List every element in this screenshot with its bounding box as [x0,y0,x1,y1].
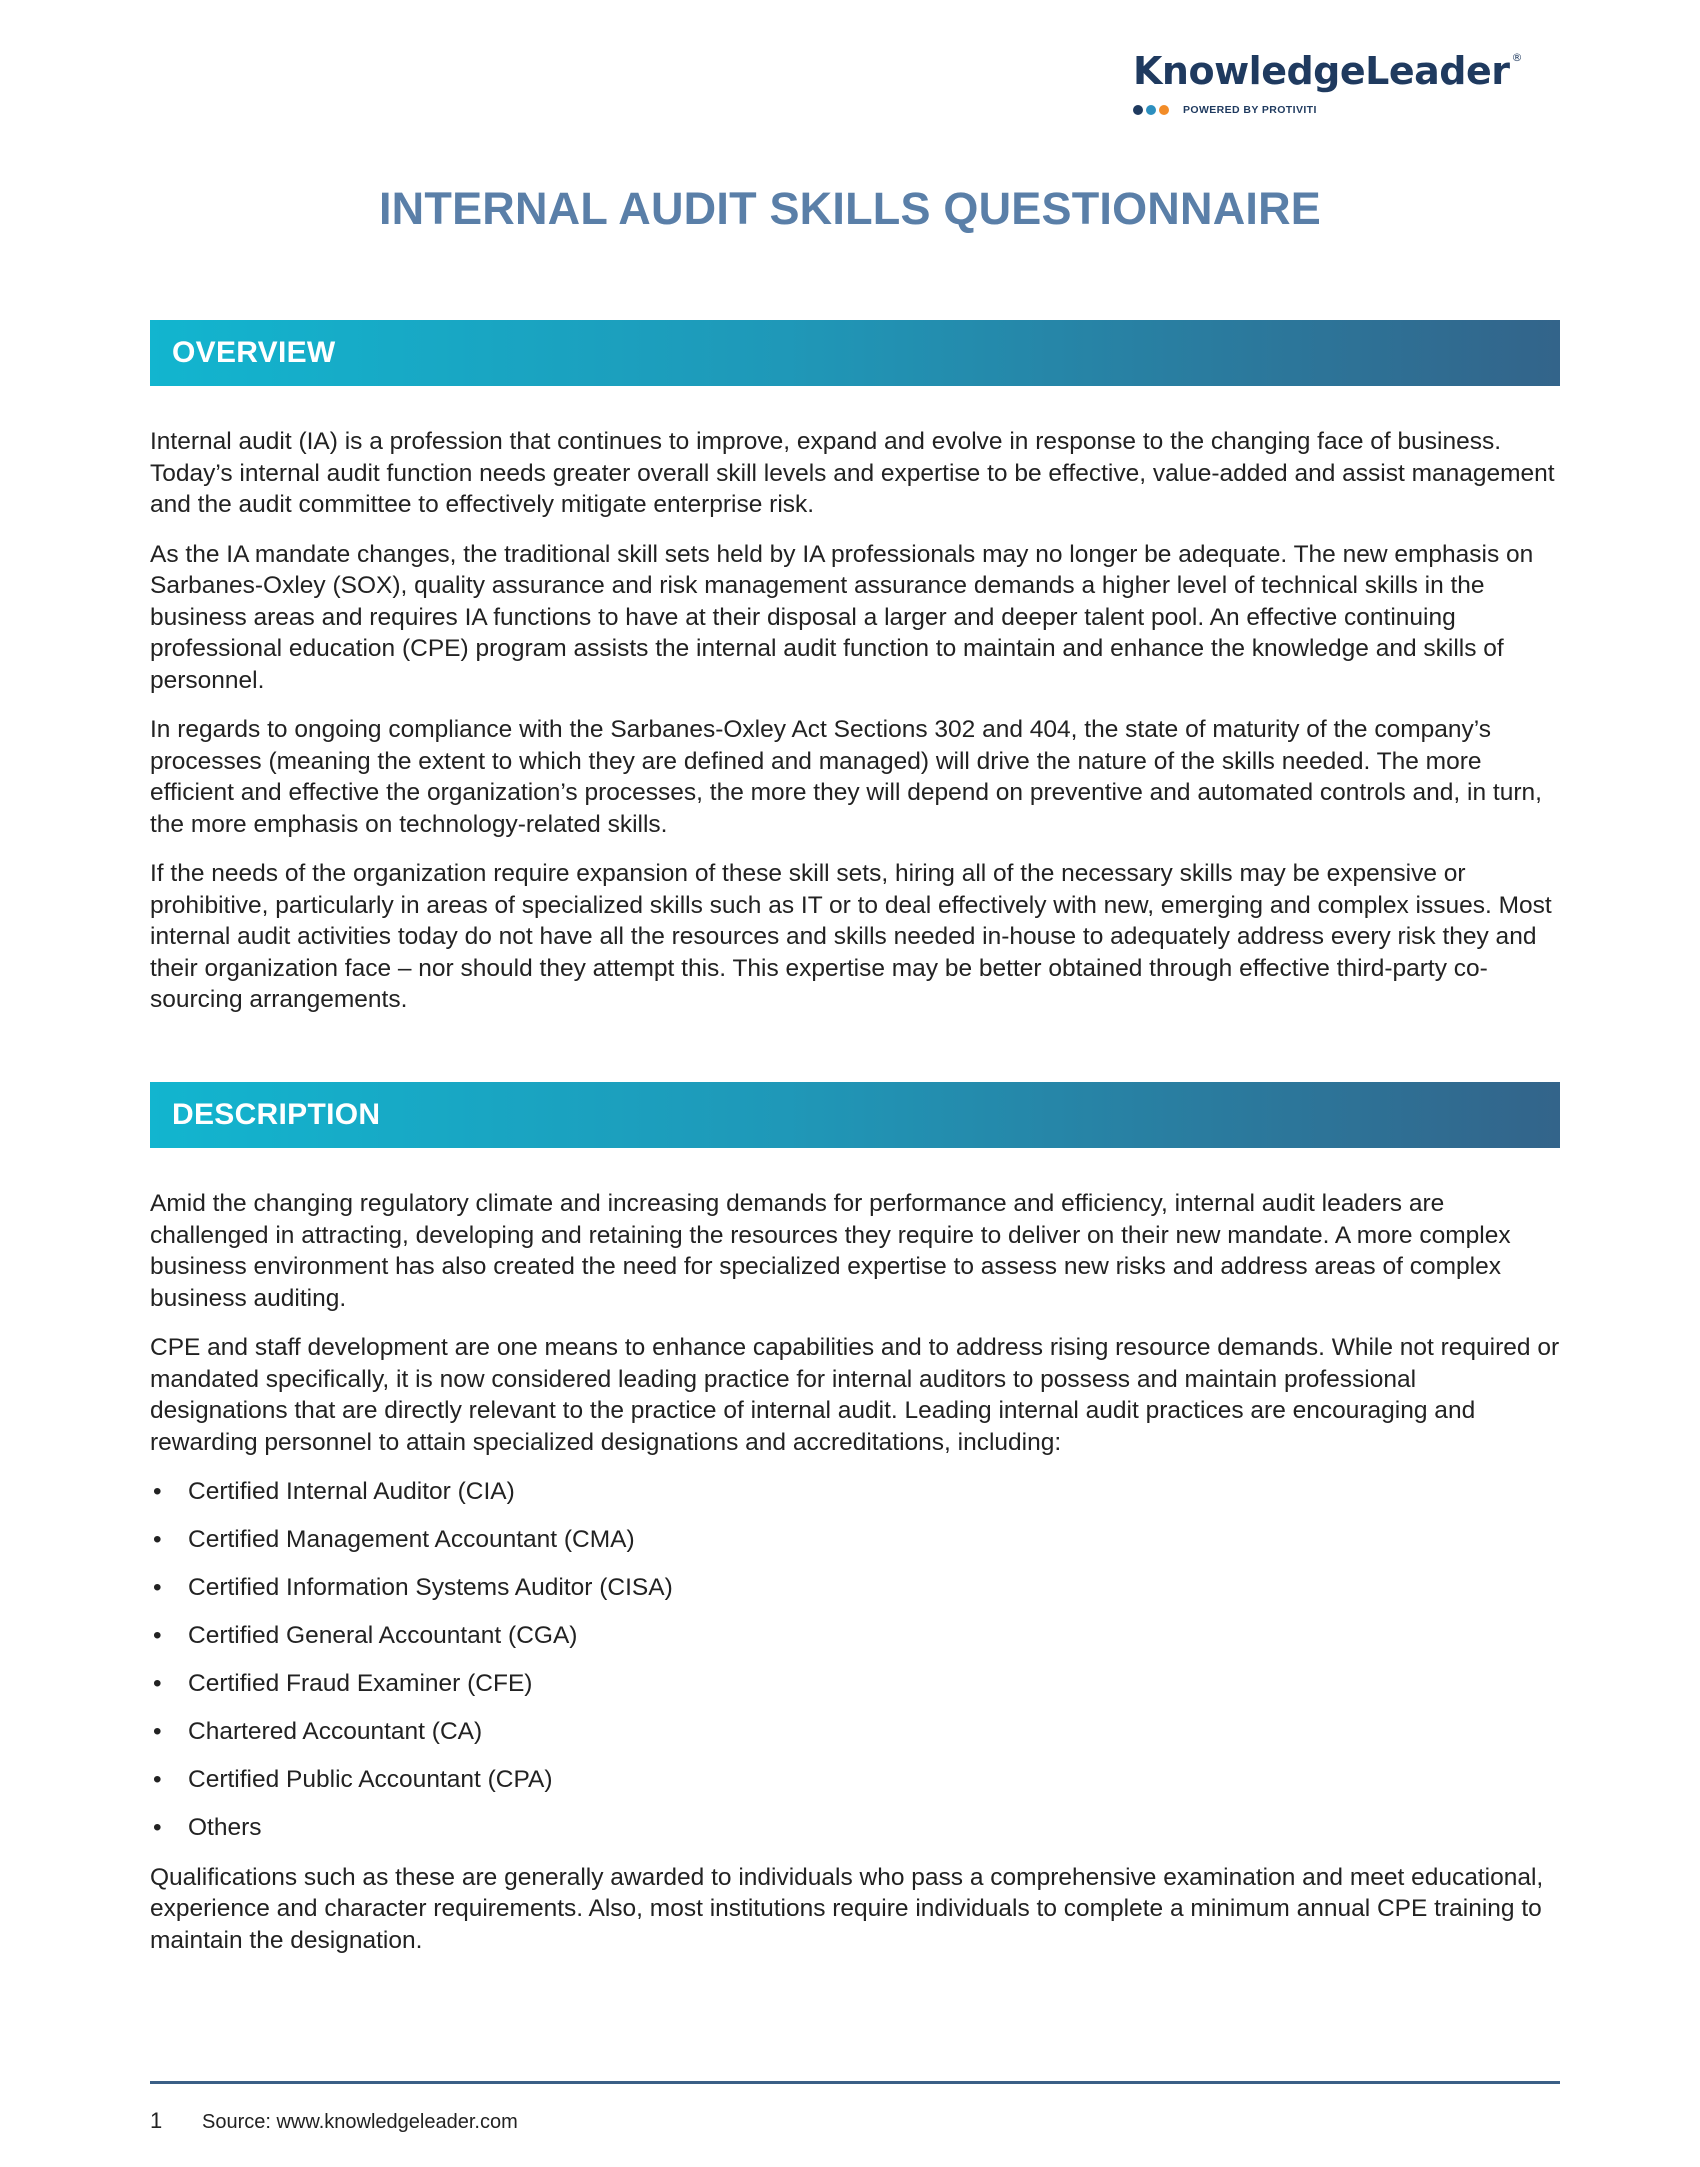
footer-source: Source: www.knowledgeleader.com [202,2111,518,2133]
list-item [150,1812,1560,1844]
logo-tagline [1133,104,1522,116]
logo-dots-icon [1133,105,1169,115]
description-body [150,1188,1560,1974]
bullet-icon: • [153,1814,162,1841]
overview-paragraph: As the IA mandate changes, the traditional skill sets held by IA professionals may no longer be adequate. The new emphasis on Sarbanes-Oxley (SOX), quality assurance and risk management assurance demands a higher level of technical skills in the business areas and requires IA functions to have at their disposal a larger and deeper talent pool. An effective continuing professional education (CPE) program assists the internal audit function to maintain and enhance the knowledge and skills of personnel. [150,540,1534,694]
bullet-icon: • [153,1718,162,1745]
overview-paragraph: Internal audit (IA) is a profession that continues to improve, expand and evolve in response to the changing face of business. Today’s internal audit function needs greater overall skill levels and expertise to be effective, value-added and assist management and the audit committee to effectively mitigate enterprise risk. [150,428,1555,518]
logo-wordmark [1132,49,1522,93]
list-item [150,1476,1560,1508]
list-item-text: Others [188,1814,262,1841]
bullet-icon: • [153,1526,162,1553]
description-paragraph: CPE and staff development are one means to enhance capabilities and to address rising resource demands. While not required or mandated specifically, it is now considered leading practice for internal auditors to possess and maintain professional designations that are directly relevant to the practice of internal audit. Leading internal audit practices are encouraging and rewarding personnel to attain specialized designations and accreditations, including: [150,1334,1560,1456]
list-item [150,1524,1560,1556]
logo-dot-3 [1159,105,1169,115]
list-item-text: Certified Management Accountant (CMA) [188,1526,635,1553]
list-item [150,1764,1560,1796]
logo-dot-2 [1146,105,1156,115]
section-heading-description: DESCRIPTION [172,1098,381,1131]
bullet-icon: • [153,1766,162,1793]
bullet-icon: • [153,1574,162,1601]
logo-tagline-text: POWERED BY PROTIVITI [1182,104,1317,116]
list-item [150,1572,1560,1604]
list-item-text: Certified Information Systems Auditor (CISA) [188,1574,673,1601]
document-title: INTERNAL AUDIT SKILLS QUESTIONNAIRE [378,183,1322,234]
overview-paragraph: If the needs of the organization require expansion of these skill sets, hiring all of the necessary skills may be expensive or prohibitive, particularly in areas of specialized skills such as IT or to deal effectively with new, emerging and complex issues. Most internal audit activities today do not have all the resources and skills needed in-house to adequately address every risk they and their organization face – nor should they attempt this. This expertise may be better obtained through effective third-party co-sourcing arrangements. [150,860,1552,1013]
list-item-text: Certified Fraud Examiner (CFE) [188,1670,533,1697]
list-item-text: Certified General Accountant (CGA) [188,1622,578,1649]
designation-list [150,1476,1560,1844]
logo-dot-1 [1133,105,1143,115]
list-item [150,1716,1560,1748]
section-header-description [150,1082,1560,1148]
footer-divider [150,2081,1560,2084]
page-number: 1 [150,2108,163,2133]
description-closing-paragraph: Qualifications such as these are generally awarded to individuals who pass a comprehensive examination and meet educational, experience and character requirements. Also, most institutions require individuals to complete a minimum annual CPE training to maintain the designation. [150,1863,1544,1954]
description-paragraph: Amid the changing regulatory climate and increasing demands for performance and efficiency, internal audit leaders are challenged in attracting, developing and retaining the resources they require to deliver on their new mandate. A more complex business environment has also created the need for specialized expertise to assess new risks and address areas of complex business auditing. [150,1190,1511,1312]
list-item-text: Certified Public Accountant (CPA) [188,1766,553,1793]
knowledgeleader-logo [1132,49,1522,116]
section-heading-overview: OVERVIEW [172,336,336,369]
logo-wordmark-text: KnowledgeLeader [1132,49,1510,93]
overview-body [150,426,1560,1034]
bullet-icon: • [153,1622,162,1649]
list-item [150,1668,1560,1700]
bullet-icon: • [153,1478,162,1505]
list-item-text: Certified Internal Auditor (CIA) [188,1478,515,1505]
page-footer [150,2108,518,2134]
list-item [150,1620,1560,1652]
bullet-icon: • [153,1670,162,1697]
overview-paragraph: In regards to ongoing compliance with the Sarbanes-Oxley Act Sections 302 and 404, the state of maturity of the company’s processes (meaning the extent to which they are defined and managed) will drive the nature of the skills needed. The more efficient and effective the organization’s processes, the more they will depend on preventive and automated controls and, in turn, the more emphasis on technology-related skills. [150,716,1542,838]
section-header-overview [150,320,1560,386]
registered-mark: ® [1511,51,1522,64]
list-item-text: Chartered Accountant (CA) [188,1718,483,1745]
